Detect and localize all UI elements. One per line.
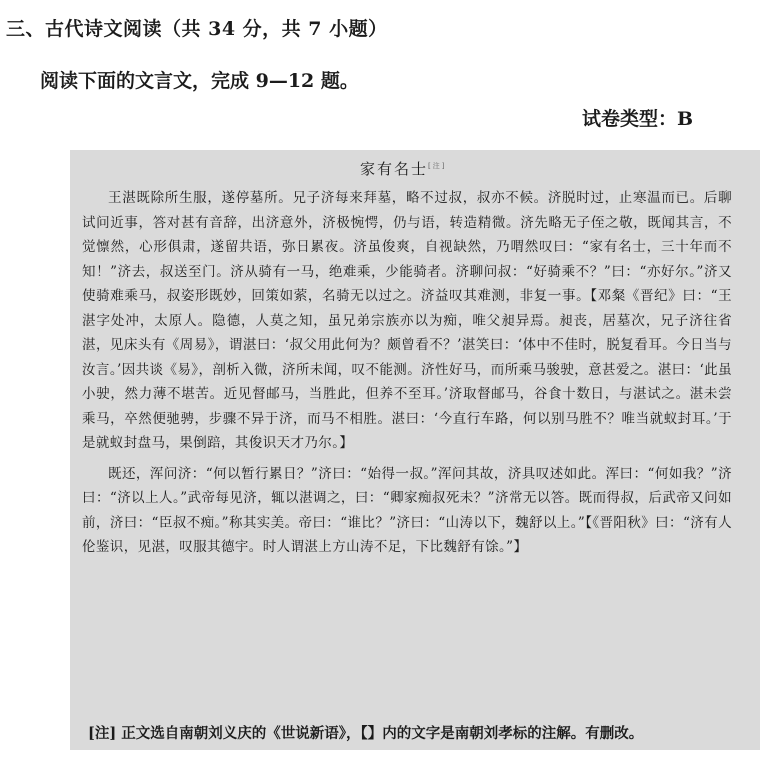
source-note: [注] 正文选自南朝刘义庆的《世说新语》，【】内的文字是南朝刘孝标的注解。有删改。 xyxy=(88,725,644,742)
passage-paragraph: 既还，浑问济：“何以暂行累日？”济曰：“始得一叔。”浑问其故，济具叹述如此。浑曰：“何如我？”济曰：“济以上人。”武帝每见济，辄以湛调之，曰：“卿家痴叔死未？”济常无以答。既而得叔，后武帝又问如前，济曰：“臣叔不痴。”称其实美。帝曰：“谁比？”济曰：“山涛以下，魏舒以上。”【《晋阳秋》曰：“济有人伦鉴识，见湛，叹服其德宇。时人谓湛上方山涛不足，下比魏舒有馀。”】 xyxy=(82,465,732,555)
passage-title-text: 家有名士 xyxy=(360,160,429,178)
passage-paragraph: 王湛既除所生服，遂停墓所。兄子济每来拜墓，略不过叔，叔亦不候。济脱时过，止寒温而已。后聊试问近事，答对甚有音辞，出济意外，济极惋愕，仍与语，转造精微。济先略无子侄之敬，既闻其言，不觉懔然，心形俱肃，遂留共语，弥日累夜。济虽俊爽，自视缺然，乃喟然叹曰：“家有名士，三十年而不知！”济去，叔送至门。济从骑有一马，绝难乘，少能骑者。济聊问叔：“好骑乘不？”曰：“亦好尔。”济又使骑难乘马，叔姿形既妙，回策如萦，名骑无以过之。济益叹其难测，非复一事。【邓粲《晋纪》曰：“王湛字处冲，太原人。隐德，人莫之知，虽兄弟宗族亦以为痴，唯父昶异焉。昶丧，居墓次，兄子济往省湛，见床头有《周易》，谓湛曰：‘叔父用此何为？颇曾看不？’湛笑曰：‘体中不佳时，脱复看耳。今日当与汝言。’因共谈《易》，剖析入微，济所未闻，叹不能测。济性好马，而所乘马骏驶，意甚爱之。湛曰：‘此虽小驶，然力薄不堪苦。近见督邮马，当胜此，但养不至耳。’济取督邮马，谷食十数日，与湛试之。湛未尝乘马，卒然便驰骋，步骤不异于济，而马不相胜。湛曰：‘今直行车路，何以别马胜不？唯当就蚁封耳。’于是就蚁封盘马，果倒踣，其俊识天才乃尔。】 xyxy=(82,190,732,451)
paper-type-label: 试卷类型：B xyxy=(582,108,694,130)
passage-body xyxy=(82,186,732,566)
passage-title-note: [注] xyxy=(428,162,447,170)
passage-title xyxy=(360,158,446,179)
section-title: 三、古代诗文阅读（共 34 分，共 7 小题） xyxy=(6,18,388,40)
reading-instruction: 阅读下面的文言文，完成 9—12 题。 xyxy=(40,70,359,92)
